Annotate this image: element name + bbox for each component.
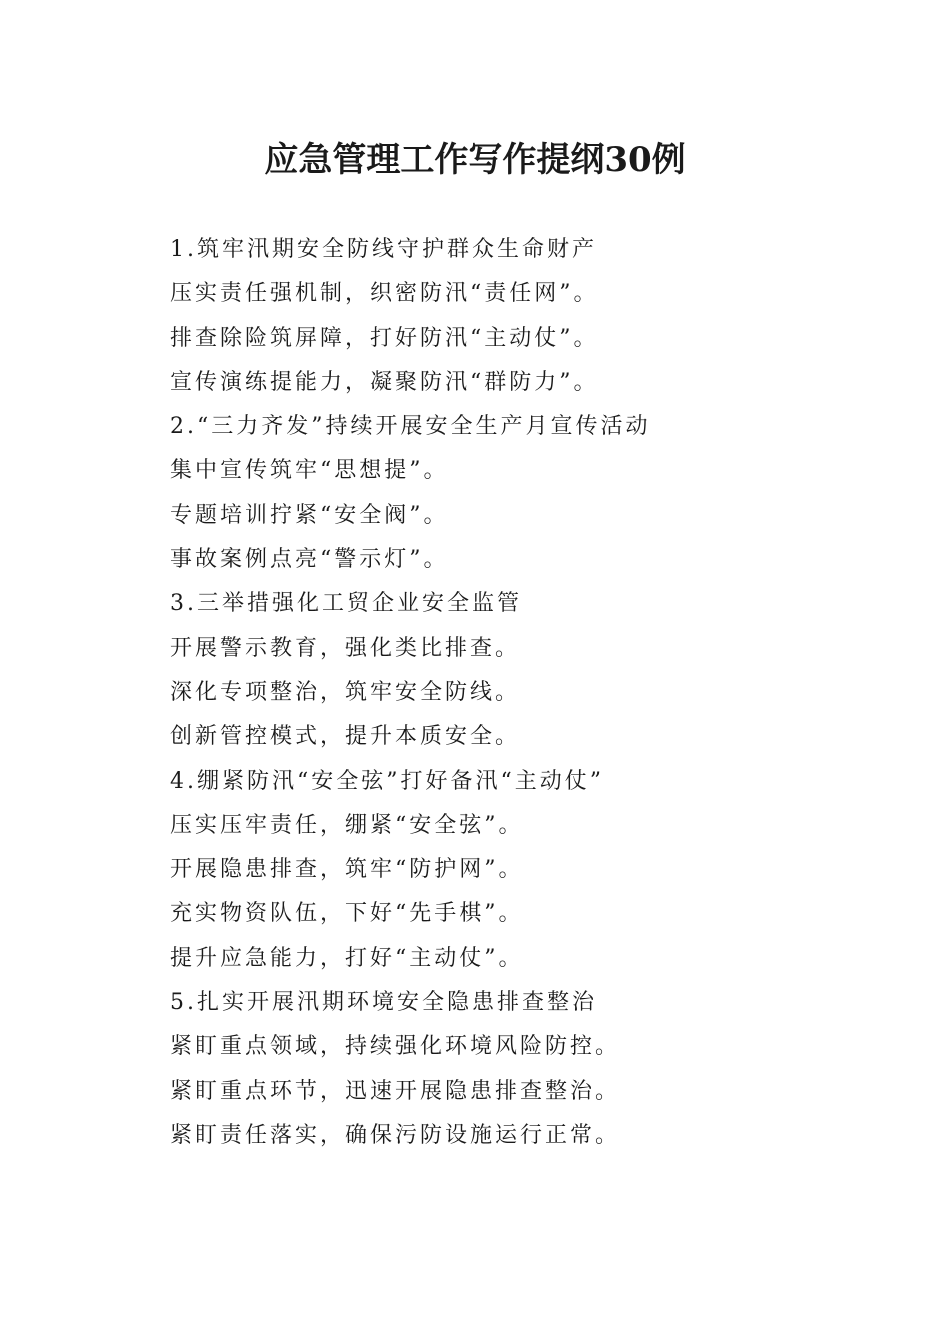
outline-line: 紧盯责任落实，确保污防设施运行正常。	[170, 1122, 621, 1148]
outline-line: 5.扎实开展汛期环境安全隐患排查整治	[170, 990, 597, 1016]
outline-line: 集中宣传筑牢“思想提”。	[170, 458, 449, 484]
outline-line: 4.绷紧防汛“安全弦”打好备汛“主动仗”	[170, 768, 604, 794]
outline-line: 专题培训拧紧“安全阀”。	[170, 502, 449, 528]
outline-list	[170, 228, 810, 1158]
outline-line: 3.三举措强化工贸企业安全监管	[170, 591, 522, 617]
outline-line: 深化专项整治，筑牢安全防线。	[170, 679, 521, 705]
outline-line: 提升应急能力，打好“主动仗”。	[170, 945, 524, 971]
document-title: 应急管理工作写作提纲30例	[264, 140, 686, 180]
outline-line: 紧盯重点领域，持续强化环境风险防控。	[170, 1034, 621, 1060]
outline-line: 压实责任强机制，织密防汛“责任网”。	[170, 281, 599, 307]
outline-line: 1.筑牢汛期安全防线守护群众生命财产	[170, 237, 597, 262]
outline-line: 紧盯重点环节，迅速开展隐患排查整治。	[170, 1078, 621, 1104]
outline-line: 排查除险筑屏障，打好防汛“主动仗”。	[170, 325, 599, 351]
outline-line: 2.“三力齐发”持续开展安全生产月宣传活动	[170, 414, 651, 440]
outline-line: 开展警示教育，强化类比排查。	[170, 635, 521, 661]
outline-line: 宣传演练提能力，凝聚防汛“群防力”。	[170, 369, 599, 395]
outline-line: 开展隐患排查，筑牢“防护网”。	[170, 857, 524, 883]
outline-line: 创新管控模式，提升本质安全。	[170, 724, 521, 750]
outline-line: 压实压牢责任，绷紧“安全弦”。	[170, 812, 524, 838]
outline-line: 充实物资队伍，下好“先手棋”。	[170, 901, 524, 927]
outline-line: 事故案例点亮“警示灯”。	[170, 547, 449, 573]
